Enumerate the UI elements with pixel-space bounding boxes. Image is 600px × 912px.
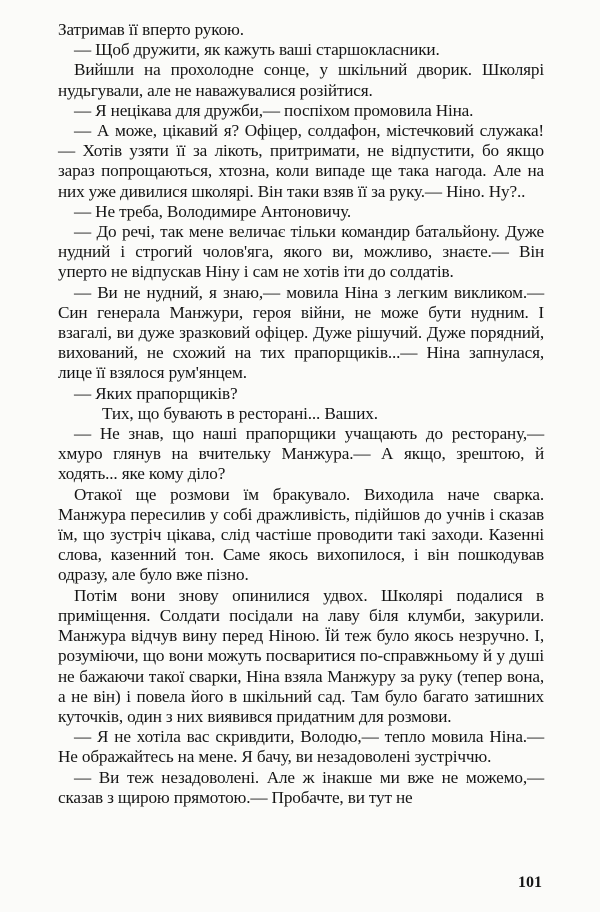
paragraph: — Щоб дружити, як кажуть ваші старшокласники. — [74, 40, 440, 60]
paragraph: — Ви теж незадоволені. Але ж інакше ми вже не можемо,— сказав з щирою прямотою.— Пробачте, ви тут не — [58, 767, 544, 807]
paragraph: Затримав її вперто рукою. — [58, 20, 244, 39]
paragraph: — Я нецікава для дружби,— поспіхом промовила Ніна. — [74, 100, 474, 120]
body-text — [58, 20, 544, 808]
paragraph: — А може, цікавий я? Офіцер, солдафон, містечковий служака! — Хотів узяти її за лікоть, притримати, не відпустити, бо якщо зараз попрощаються, хтозна, коли випаде ще така нагода. Але на них уже дивилися школярі. Він таки взяв її за руку.— Ніно. Ну?.. — [58, 121, 544, 201]
paragraph: Отакої ще розмови їм бракувало. Виходила наче сварка. Манжура пересилив у собі дражливість, підійшов до учнів і сказав їм, що зустріч цікава, слід частіше проводити такі заходи. Казенні слова, казенний тон. Саме якось вихопилося, і він пошкодував одразу, але було вже пізно. — [58, 484, 544, 585]
paragraph: — Не знав, що наші прапорщики учащають до ресторану,— хмуро глянув на вчительку Манжура.— А якщо, зрештою, й ходять... яке кому діло? — [58, 424, 544, 484]
paragraph: Тих, що бувають в ресторані... Ваших. — [102, 403, 378, 423]
paragraph: — Я не хотіла вас скривдити, Володю,— тепло мовила Ніна.— Не ображайтесь на мене. Я бачу, ви незадоволені зустріччю. — [58, 727, 544, 767]
paragraph: Вийшли на прохолодне сонце, у шкільний дворик. Школярі нудьгували, але не наважувалися розійтися. — [58, 60, 544, 100]
paragraph: — Яких прапорщиків? — [74, 383, 238, 403]
paragraph: Потім вони знову опинилися удвох. Школярі подалися в приміщення. Солдати посідали на лаву біля клумби, закурили. Манжура відчув вину перед Ніною. Їй теж було якось незручно. І, розуміючи, що вони можуть посваритися по-справжньому й у душі не бажаючи такої сварки, Ніна взяла Манжуру за руку (тепер вона, а не він) і повела його в шкільний сад. Там було багато затишних куточків, один з них виявився придатним для розмови. — [58, 585, 544, 726]
page-number: 101 — [518, 874, 542, 891]
paragraph: — Не треба, Володимире Антоновичу. — [74, 201, 352, 221]
paragraph: — Ви не нудний, я знаю,— мовила Ніна з легким викликом.— Син генерала Манжури, героя війни, не може бути нудним. І взагалі, ви дуже зразковий офіцер. Дуже рішучий. Дуже порядний, вихований, не схожий на тих прапорщиків...— Ніна запнулася, лице її взялося рум'янцем. — [58, 282, 544, 383]
paragraph: — До речі, так мене величає тільки командир батальйону. Дуже нудний і строгий чолов'яга, якого ви, можливо, знаєте.— Він уперто не відпускав Ніну і сам не хотів іти до солдатів. — [58, 222, 544, 282]
